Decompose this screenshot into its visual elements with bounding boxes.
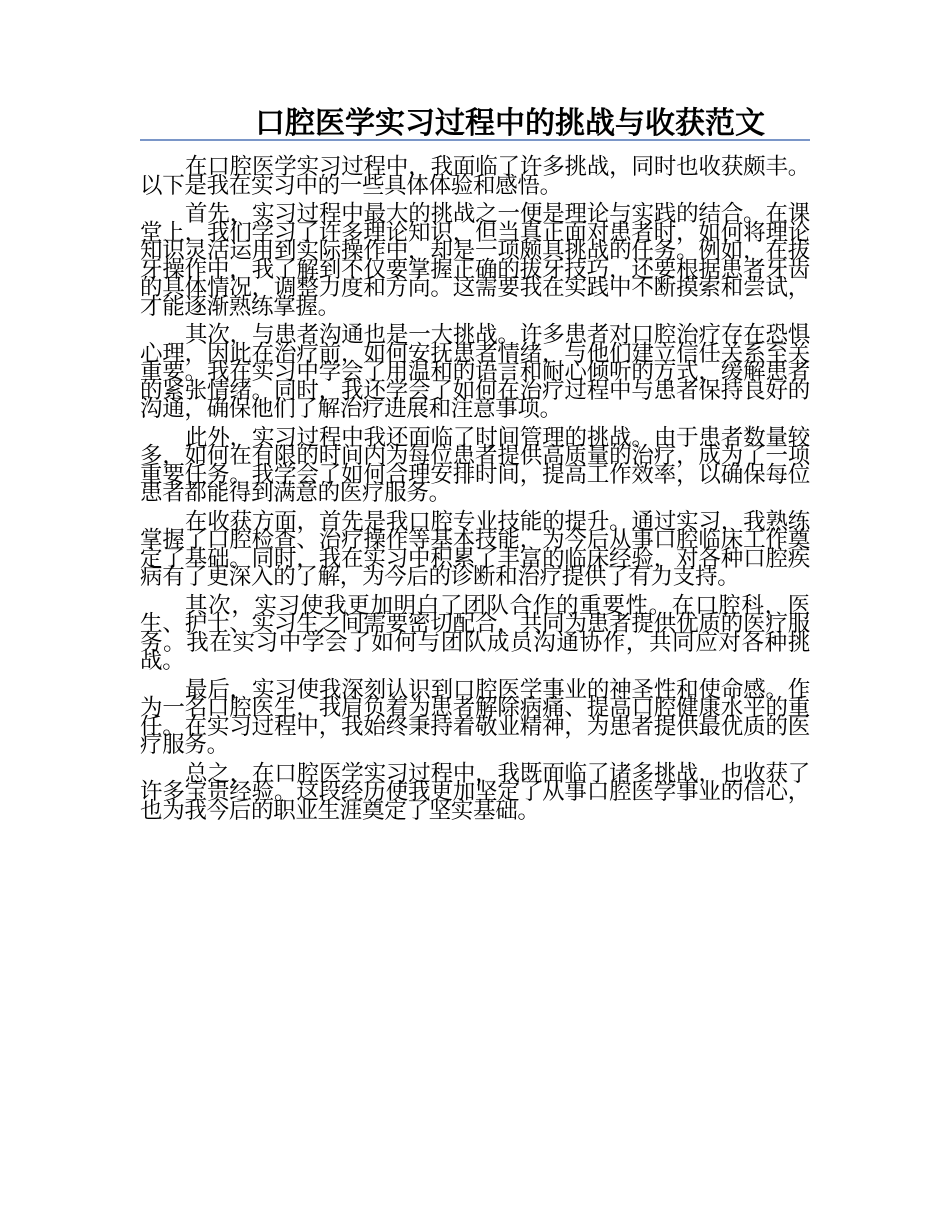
paragraph-time-management: 此外，实习过程中我还面临了时间管理的挑战。由于患者数量较多，如何在有限的时间内为每位患者提供高质量的治疗，成为了一项重要任务。我学会了如何合理安排时间，提高工作效率，以确保每位患者都能得到满意的医疗服务。: [140, 424, 810, 506]
paragraph-patient-communication: 其次，与患者沟通也是一大挑战。许多患者对口腔治疗存在恐惧心理，因此在治疗前，如何安抚患者情绪，与他们建立信任关系至关重要。我在实习中学会了用温和的语言和耐心倾听的方式，缓解患者的紧张情绪。同时，我还学会了如何在治疗过程中与患者保持良好的沟通，确保他们了解治疗进展和注意事项。: [140, 322, 810, 422]
title-underline: [140, 139, 810, 141]
document-title: 口腔医学实习过程中的挑战与收获范文: [255, 106, 765, 141]
paragraph-teamwork: 其次，实习使我更加明白了团队合作的重要性。在口腔科，医生、护士、实习生之间需要密切配合，共同为患者提供优质的医疗服务。我在实习中学会了如何与团队成员沟通协作，共同应对各种挑战。: [140, 592, 810, 674]
paragraph-theory-practice: 首先，实习过程中最大的挑战之一便是理论与实践的结合。在课堂上，我们学习了许多理论知识，但当真正面对患者时，如何将理论知识灵活运用到实际操作中，却是一项颇具挑战的任务。例如，在拔牙操作中，我了解到不仅要掌握正确的拔牙技巧，还要根据患者牙齿的具体情况，调整力度和方向。这需要我在实践中不断摸索和尝试，才能逐渐熟练掌握。: [140, 201, 810, 320]
paragraph-intro: 在口腔医学实习过程中，我面临了许多挑战，同时也收获颇丰。以下是我在实习中的一些具体体验和感悟。: [140, 154, 810, 199]
paragraph-conclusion: 总之，在口腔医学实习过程中，我既面临了诸多挑战，也收获了许多宝贵经验。这段经历使我更加坚定了从事口腔医学事业的信心，也为我今后的职业生涯奠定了坚实基础。: [140, 760, 810, 824]
paragraph-skills-gain: 在收获方面，首先是我口腔专业技能的提升。通过实习，我熟练掌握了口腔检查、治疗操作等基本技能，为今后从事口腔临床工作奠定了基础。同时，我在实习中积累了丰富的临床经验，对各种口腔疾病有了更深入的了解，为今后的诊断和治疗提供了有力支持。: [140, 508, 810, 590]
paragraph-mission: 最后，实习使我深刻认识到口腔医学事业的神圣性和使命感。作为一名口腔医生，我肩负着为患者解除病痛、提高口腔健康水平的重任。在实习过程中，我始终秉持着敬业精神，为患者提供最优质的医疗服务。: [140, 676, 810, 758]
document-body: [140, 154, 810, 830]
